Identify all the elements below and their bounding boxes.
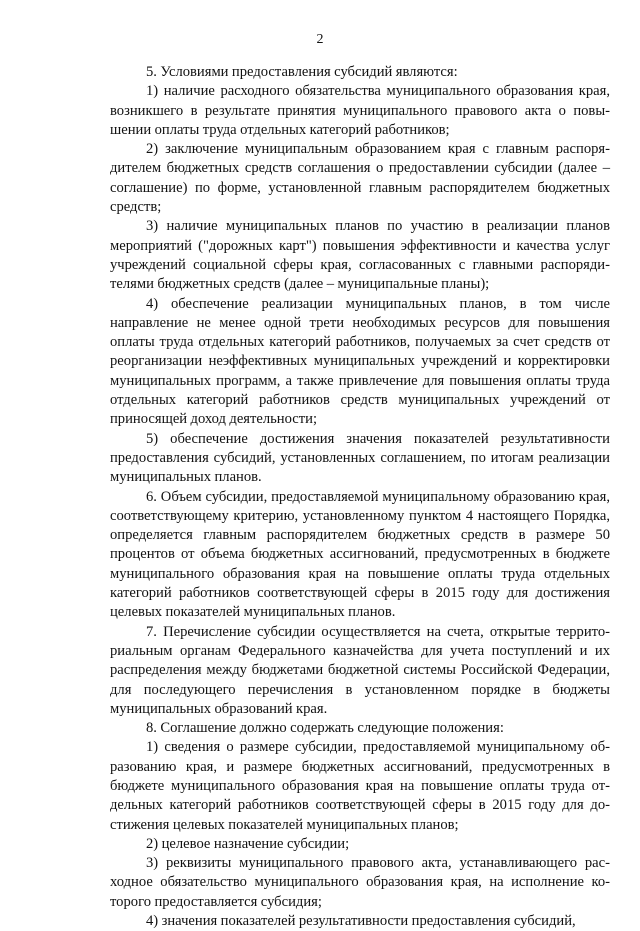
paragraph-5-item-1: 1) наличие расходного обязательства муниципального образования края, возникшего в результате принятия муниципального правового акта о повышении оплаты труда отдельных категорий работников; <box>110 83 610 138</box>
paragraph-section-6: 6. Объем субсидии, предоставляемой муниципальному образованию края, соответствующему критерию, установленному пунктом 4 настоящего Порядка, определяется главным распорядителем бюджетных средств в размере 50 процентов от объема бюджетных ассигнований, предусмотренных в бюджете муниципального образования края на повышение оплаты труда отдельных категорий работников соответствующей сферы в 2015 году для достижения целевых показателей муниципальных планов. <box>110 488 610 621</box>
page-number: 2 <box>316 32 324 47</box>
paragraph-8-item-2: 2) целевое назначение субсидии; <box>146 835 350 852</box>
paragraph-section-8-heading: 8. Соглашение должно содержать следующие положения: <box>146 720 504 737</box>
paragraph-8-item-4: 4) значения показателей результативности предоставления субсидий, <box>146 913 576 930</box>
document-body <box>110 63 610 931</box>
paragraph-5-item-3: 3) наличие муниципальных планов по участию в реализации планов мероприятий ("дорожных карт") повышения эффективности и качества услуг учреждений социальной сферы края, согласованных с главными распорядителями бюджетных средств (далее – муниципальные планы); <box>110 218 610 293</box>
paragraph-section-7: 7. Перечисление субсидии осуществляется на счета, открытые территориальным органам Федерального казначейства для учета поступлений и их распределения между бюджетами бюджетной системы Российской Федерации, для последующего перечисления в установленном порядке в бюджеты муниципальных образований края. <box>110 623 610 717</box>
paragraph-8-item-1: 1) сведения о размере субсидии, предоставляемой муниципальному образованию края, и размере бюджетных ассигнований, предусмотренных в бюджете муниципального образования края на повышение оплаты труда отдельных категорий работников соответствующей сферы в 2015 году для достижения целевых показателей муниципальных планов; <box>110 739 610 833</box>
paragraph-5-item-4: 4) обеспечение реализации муниципальных планов, в том числе направление не менее одной трети необходимых ресурсов для повышения оплаты труда отдельных категорий работников, получаемых за счет средств от реорганизации неэффективных муниципальных учреждений и корректировки муниципальных программ, а также привлечение для повышения оплаты труда отдельных категорий работников средств муниципальных учреждений от приносящей доход деятельности; <box>110 295 610 428</box>
paragraph-5-item-5: 5) обеспечение достижения значения показателей результативности предоставления субсидий, установленных соглашением, по итогам реализации муниципальных планов. <box>110 430 610 486</box>
paragraph-8-item-3: 3) реквизиты муниципального правового акта, устанавливающего расходное обязательство муниципального образования края, на исполнение которого предоставляется субсидия; <box>110 855 610 910</box>
paragraph-5-item-2: 2) заключение муниципальным образованием края с главным распорядителем бюджетных средств соглашения о предоставлении субсидии (далее – соглашение) по форме, установленной главным распорядителем бюджетных средств; <box>110 141 610 216</box>
paragraph-section-5-heading: 5. Условиями предоставления субсидий являются: <box>146 64 458 80</box>
